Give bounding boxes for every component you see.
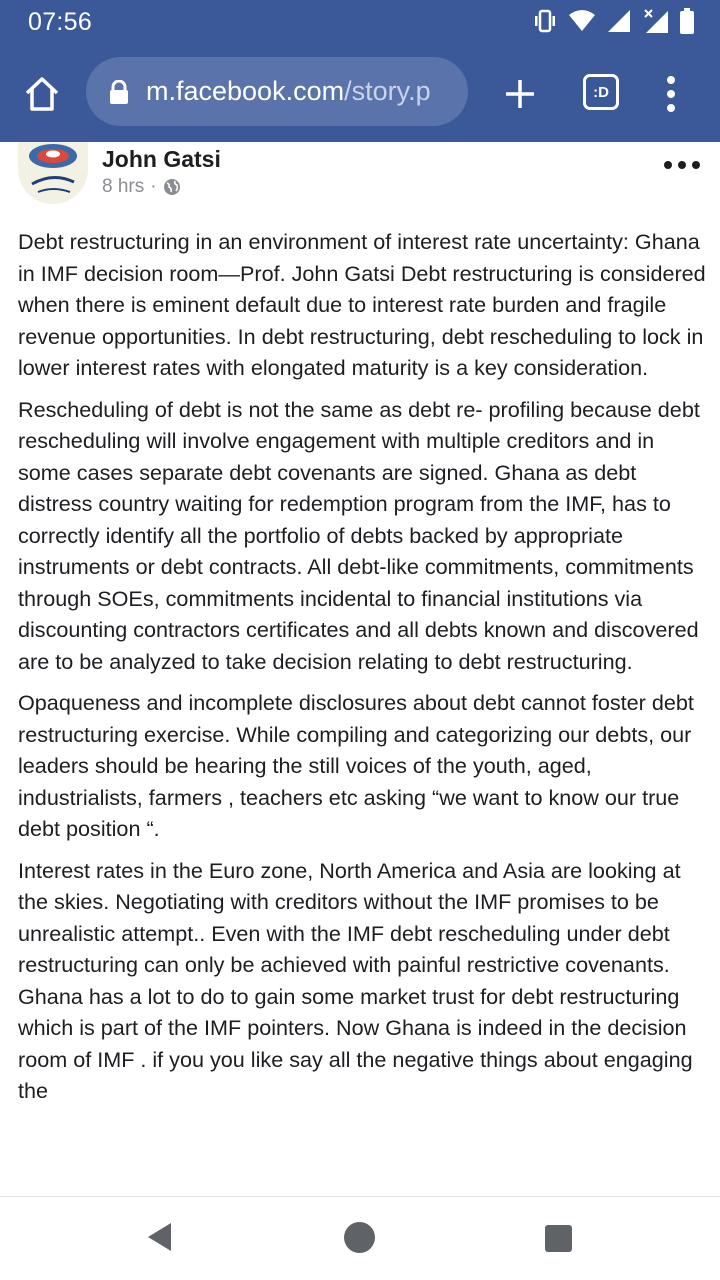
url-bar[interactable]: [86, 57, 468, 126]
post-paragraph: Opaqueness and incomplete disclosures about debt cannot foster debt restructuring exercise. While compiling and categorizing our debts, our leaders should be hearing the still voices of the youth, aged, industrialists, farmers , teachers etc asking “we want to know our true debt position “.: [18, 690, 694, 841]
plus-icon[interactable]: [502, 76, 538, 112]
post-paragraph: Debt restructuring in an environment of interest rate uncertainty: Ghana in IMF decision room—Prof. John Gatsi Debt restructuring is considered when there is eminent default due to interest rate burden and fragile revenue opportunities. In debt restructuring, debt rescheduling to lock in lower interest rates with elongated maturity is a key consideration.: [18, 229, 706, 380]
status-time: 07:56: [28, 8, 93, 36]
page-logo-avatar: [18, 142, 88, 204]
home-circle-icon[interactable]: [344, 1222, 375, 1253]
post-paragraph: Interest rates in the Euro zone, North America and Asia are looking at the skies. Negotiating with creditors without the IMF promises to be unrealistic attempt.. Even with the IMF debt rescheduling under debt restructuring can only be achieved with painful restrictive covenants. Ghana has a lot to do to gain some market trust for debt restructuring which is part of the IMF pointers. Now Ghana is indeed in the decision room of IMF . if you you like say all the negative things about engaging the: [18, 857, 693, 1103]
post-meta: [102, 176, 181, 198]
signal-icon: [606, 9, 632, 33]
url-path: /story.p: [344, 76, 431, 106]
recents-square-icon[interactable]: [545, 1225, 572, 1252]
post-text: [18, 226, 708, 1196]
url-host: m.facebook.com: [146, 76, 345, 106]
vibrate-icon: [532, 9, 558, 33]
wifi-icon: [568, 9, 596, 33]
author-name[interactable]: John Gatsi: [102, 146, 221, 172]
globe-icon: [163, 178, 181, 196]
post-header: [0, 142, 720, 220]
dot-icon: [678, 161, 686, 169]
status-icons: [532, 8, 694, 34]
avatar[interactable]: [18, 142, 88, 204]
post-time[interactable]: 8 hrs: [102, 176, 145, 197]
post-options-button[interactable]: [664, 158, 700, 172]
battery-icon: [680, 8, 694, 34]
browser-toolbar: [0, 44, 720, 142]
system-nav-bar: [0, 1196, 720, 1280]
back-icon[interactable]: [145, 1221, 175, 1253]
home-icon[interactable]: [22, 74, 62, 114]
overflow-menu-icon[interactable]: [660, 74, 682, 114]
lock-icon: [108, 80, 130, 104]
meta-separator: ·: [150, 176, 157, 197]
tabs-button[interactable]: [583, 74, 619, 110]
post-paragraph: Rescheduling of debt is not the same as debt re- profiling because debt rescheduling will involve engagement with multiple creditors and in some cases separate debt covenants are signed. Ghana as debt distress country waiting for redemption program from the IMF, has to correctly identify all the portfolio of debts backed by appropriate instruments or debt contracts. All debt-like commitments, commitments through SOEs, commitments incidental to financial institutions via discounting contractors certificates and all debts known and discovered are to be analyzed to take decision relating to debt restructuring.: [18, 396, 700, 674]
dot-icon: [664, 161, 672, 169]
tabs-count: :D: [593, 83, 609, 101]
dot-icon: [692, 161, 700, 169]
signal-no-data-icon: [642, 8, 670, 34]
status-bar: [0, 0, 720, 44]
